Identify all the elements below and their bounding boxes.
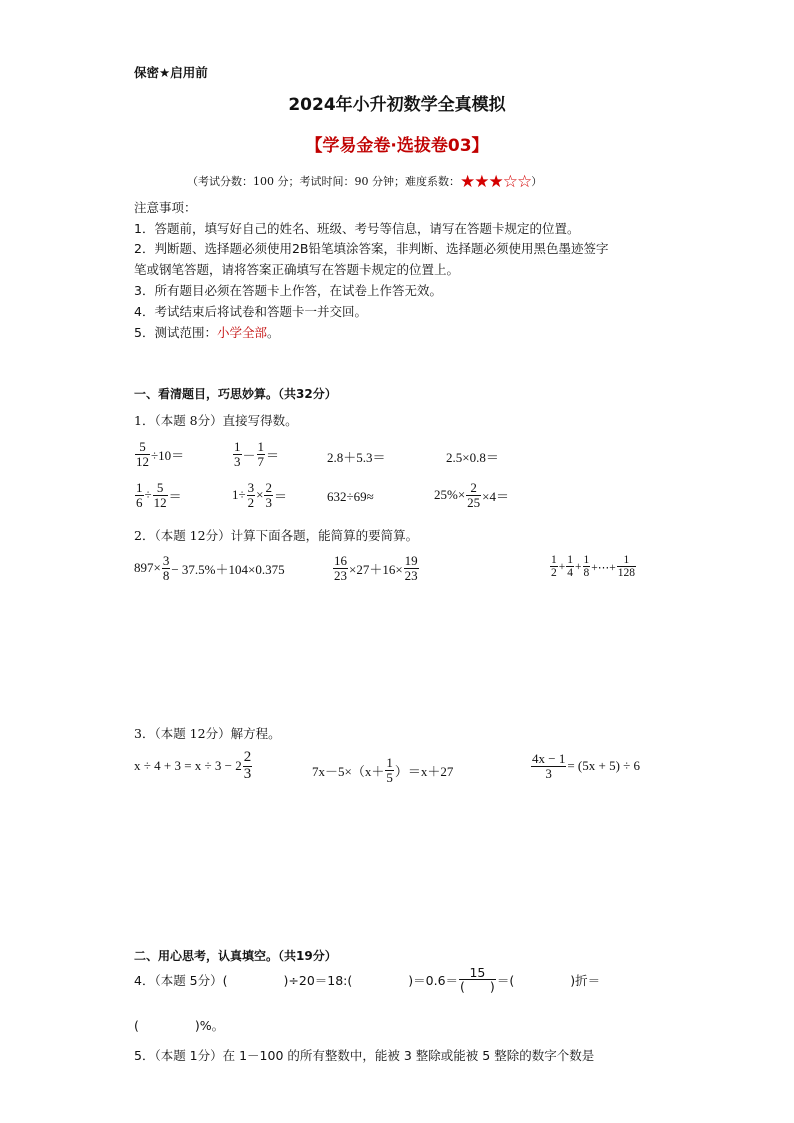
fraction: $\frac{2}{3}$ — [265, 480, 272, 510]
exam-info-end: ） — [531, 175, 543, 188]
exam-info-text: （考试分数：100 分；考试时间：90 分钟；难度系数： — [187, 175, 460, 188]
fraction: $\frac{1}{128}$ — [617, 554, 635, 580]
q2-label: 2．（本题 12分）计算下面各题，能简算的要简算。 — [134, 528, 419, 543]
q1-item-e: $\frac{1}{6}$ ÷ $\frac{5}{12}$ ＝ — [136, 480, 182, 510]
q1-item-b: $\frac{1}{3}$ － $\frac{1}{7}$ ＝ — [234, 439, 280, 469]
fraction: $\frac{1}{4}$ — [567, 554, 573, 580]
q1-item-c: 2.8＋5.3＝ — [327, 450, 386, 465]
page-title: 2024年小升初数学全真模拟 — [288, 95, 506, 115]
q5-text: 5．（本题 1分）在 1－100 的所有整数中，能被 3 整除或能被 5 整除的数字个数是 — [134, 1048, 595, 1063]
q3-eq-3: $\frac{4x - 1}{3}$ = (5x + 5) ÷ 6 — [532, 751, 641, 781]
q1-item-d: 2.5×0.8＝ — [446, 450, 499, 465]
q4-line-2: ( )%。 — [134, 1018, 225, 1033]
star-filled-icon: ★★★ — [459, 172, 503, 192]
q3-label: 3．（本题 12分）解方程。 — [134, 726, 281, 741]
scope-label: 5．测试范围： — [134, 325, 217, 340]
fraction: $\frac{19}{23}$ — [404, 553, 418, 583]
section1-heading: 一、看清题目，巧思妙算。（共32分） — [134, 387, 337, 401]
scope-value: 小学全部 — [216, 325, 267, 340]
note-scope — [134, 323, 280, 341]
fraction: $\frac{2}{25}$ — [467, 480, 481, 510]
paper-subtitle: 【学易金卷·选拔卷03】 — [305, 136, 489, 156]
q3-eq-2: 7x－5×（x＋ $\frac{1}{5}$ ）＝x＋27 — [312, 755, 454, 785]
exam-info — [187, 172, 542, 192]
fraction: $\frac{1}{2}$ — [551, 554, 557, 580]
note-item: 1．答题前，填写好自己的姓名、班级、考号等信息，请写在答题卡规定的位置。 — [134, 221, 580, 236]
q1-item-f: 1÷ $\frac{3}{2}$ × $\frac{2}{3}$ ＝ — [232, 480, 287, 510]
fraction: $\frac{5}{12}$ — [153, 480, 167, 510]
q4-line-1: 4．（本题 5分）( )÷20＝18:( )＝0.6＝ $\frac{15}{( )}$ ＝( )折＝ — [134, 965, 601, 995]
fraction: $\frac{4x - 1}{3}$ — [532, 751, 566, 781]
note-item: 3．所有题目必须在答题卡上作答，在试卷上作答无效。 — [134, 283, 442, 298]
fraction: $\frac{3}{8}$ — [162, 553, 170, 583]
note-item: 4．考试结束后将试卷和答题卡一并交回。 — [134, 304, 367, 319]
fraction: $\frac{15}{( )}$ — [460, 965, 495, 995]
scope-end: 。 — [266, 325, 280, 340]
notes-heading: 注意事项： — [134, 200, 197, 215]
fraction: $\frac{2}{3}$ — [243, 749, 252, 782]
q1-label: 1．（本题 8分）直接写得数。 — [134, 413, 298, 428]
q1-item-g: 632÷69≈ — [327, 489, 374, 504]
q2-expr-2: $\frac{16}{23}$ ×27＋16× $\frac{19}{23}$ — [334, 553, 418, 583]
fraction: $\frac{1}{5}$ — [386, 755, 393, 785]
secret-mark: 保密★启用前 — [134, 65, 208, 80]
note-item: 2．判断题、选择题必须使用2B铅笔填涂答案，非判断、选择题必须使用黑色墨迹签字 — [134, 241, 609, 256]
q1-item-a: $\frac{5}{12}$ ÷10＝ — [136, 439, 185, 469]
fraction: $\frac{16}{23}$ — [334, 553, 347, 583]
q3-eq-1: x ÷ 4 + 3 = x ÷ 3 − 2 $\frac{2}{3}$ — [134, 749, 252, 782]
fraction: $\frac{1}{7}$ — [257, 439, 265, 469]
star-empty-icon: ☆☆ — [502, 172, 532, 192]
fraction: $\frac{1}{8}$ — [583, 554, 590, 580]
fraction: $\frac{1}{6}$ — [136, 480, 143, 510]
q1-item-h: 25%× $\frac{2}{25}$ ×4＝ — [434, 480, 510, 510]
note-item: 笔或钢笔答题，请将答案正确填写在答题卡规定的位置上。 — [134, 262, 460, 277]
q2-expr-1: 897× $\frac{3}{8}$ − 37.5%＋104×0.375 — [134, 553, 285, 583]
fraction: $\frac{5}{12}$ — [136, 439, 149, 469]
q2-expr-3: $\frac{1}{2}$ + $\frac{1}{4}$ + $\frac{1}{8}$ +⋯+ $\frac{1}{128}$ — [551, 554, 635, 580]
fraction: $\frac{1}{3}$ — [234, 439, 241, 469]
fraction: $\frac{3}{2}$ — [247, 480, 255, 510]
section2-heading: 二、用心思考，认真填空。（共19分） — [134, 949, 337, 963]
